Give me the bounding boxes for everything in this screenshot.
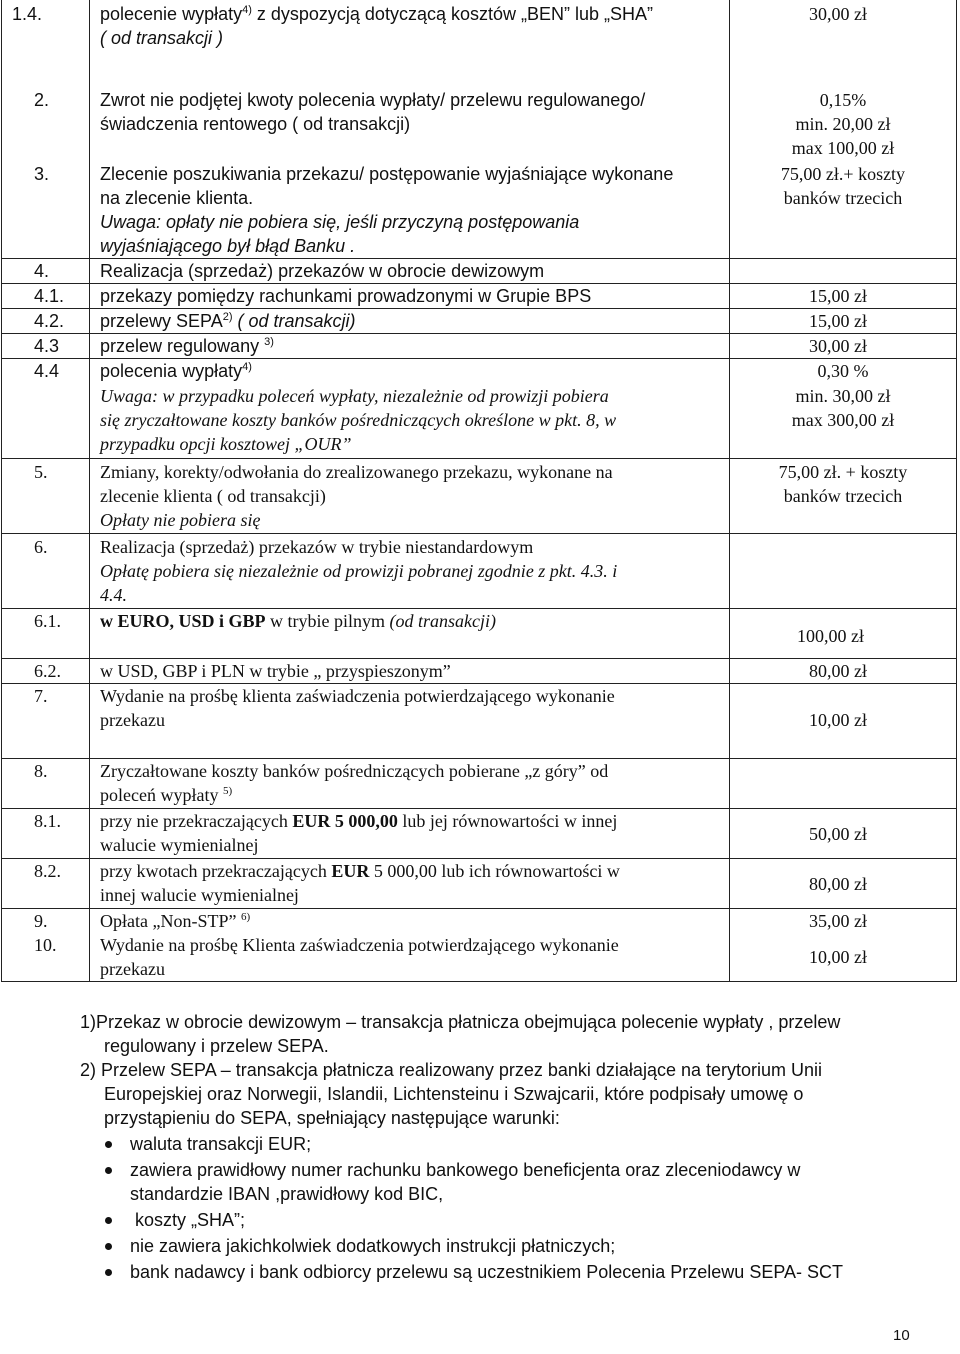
row-description: polecenia wypłaty$^{4)}$ [100,361,252,381]
row-fee: 35,00 zł [809,911,867,931]
row-fee-cont: banków trzecich [783,188,903,208]
row-fee: 50,00 zł [809,824,867,844]
row-description: przelewy SEPA$^{2)}$ ( od transakcji) [100,311,356,331]
row-description: Wydanie na prośbę Klienta zaświadczenia potwierdzającego wykonanie [100,935,619,955]
footnote-text: 2) Przelew SEPA – transakcja płatnicza realizowany przez banki działające na terytorium Unii [80,1060,823,1080]
row-description: Realizacja (sprzedaż) przekazów w obrocie dewizowym [100,261,545,281]
footnote-text-cont: Europejskiej oraz Norwegii, Islandii, Lichtensteinu i Szwajcarii, które podpisały umowę o [104,1084,804,1104]
row-description-cont: innej walucie wymienialnej [100,885,299,905]
row-number: 6.2. [34,661,61,681]
row-fee: 80,00 zł [809,661,867,681]
row-number: 9. [34,911,48,931]
row-fee: 100,00 zł [797,626,864,646]
row-fee: 30,00 zł [809,336,867,356]
row-fee: 30,00 zł [809,4,867,24]
row-number: 4.2. [34,311,65,331]
row-fee: 75,00 zł. + koszty [778,462,908,482]
row-note-cont: wyjaśniającego był błąd Banku . [100,236,356,256]
row-description: Opłata „Non-STP” $^{6)}$ [100,911,251,931]
bullet-icon [105,1217,112,1224]
row-fee: 15,00 zł [809,286,867,306]
bullet-icon [105,1141,112,1148]
row-description-cont: przekazu [100,959,165,979]
row-number: 7. [34,686,48,706]
row-number: 4.1. [34,286,65,306]
row-number: 6. [34,537,48,557]
list-item: zawiera prawidłowy numer rachunku bankowego beneficjenta oraz zleceniodawcy w [130,1160,801,1180]
row-fee-min: min. 30,00 zł [795,386,891,406]
row-description: Zryczałtowane koszty banków pośredniczących pobierane „z góry” od [100,761,609,781]
row-description: w EURO, USD i GBP w trybie pilnym (od transakcji) [100,611,496,631]
row-fee-rate: 0,15% [819,90,867,110]
row-number: 8. [34,761,48,781]
footnote-text-cont: regulowany i przelew SEPA. [104,1036,329,1056]
bullet-icon [105,1243,112,1250]
row-description-cont: zlecenie klienta ( od transakcji) [100,486,326,506]
table-column-divider [89,0,90,982]
row-description: Zwrot nie podjętej kwoty polecenia wypłaty/ przelewu regulowanego/ [100,90,646,110]
list-item: koszty „SHA”; [130,1210,246,1230]
row-fee-min: min. 20,00 zł [795,114,891,134]
row-fee: 75,00 zł.+ koszty [780,164,906,184]
footnote-text-cont: przystąpieniu do SEPA, spełniający następujące warunki: [104,1108,560,1128]
row-number: 10. [34,935,57,955]
row-description: w USD, GBP i PLN w trybie „ przyspieszonym” [100,661,451,681]
row-note-cont: przypadku opcji kosztowej „OUR” [100,434,352,454]
row-number: 2. [34,90,50,110]
row-number: 4.4 [34,361,60,381]
row-description-cont: świadczenia rentowego ( od transakcji) [100,114,411,134]
row-fee-max: max 300,00 zł [791,410,895,430]
row-fee-max: max 100,00 zł [791,138,895,158]
row-number: 4. [34,261,50,281]
row-description-cont: walucie wymienialnej [100,835,259,855]
bullet-icon [105,1269,112,1276]
row-description-cont: ( od transakcji ) [100,28,224,48]
row-number: 4.3 [34,336,60,356]
row-note: Opłatę pobiera się niezależnie od prowizji pobranej zgodnie z pkt. 4.3. i [100,561,618,581]
list-item: nie zawiera jakichkolwiek dodatkowych instrukcji płatniczych; [130,1236,616,1256]
row-number: 3. [34,164,50,184]
row-number: 5. [34,462,48,482]
row-note: Uwaga: w przypadku poleceń wypłaty, niezależnie od prowizji pobiera [100,386,609,406]
bullet-icon [105,1167,112,1174]
row-description-cont: poleceń wypłaty $^{5)}$ [100,785,233,805]
row-note: Opłaty nie pobiera się [100,510,261,530]
row-description: polecenie wypłaty$^{4)}$ z dyspozycją dotyczącą kosztów „BEN” lub „SHA” [100,4,654,24]
row-description: przy nie przekraczających EUR 5 000,00 lub jej równowartości w innej [100,811,618,831]
row-description: Wydanie na prośbę klienta zaświadczenia potwierdzającego wykonanie [100,686,615,706]
row-number: 6.1. [34,611,61,631]
row-note: Uwaga: opłaty nie pobiera się, jeśli przyczyną postępowania [100,212,580,232]
table-row-divider [1,533,957,534]
row-note-cont: się zryczałtowane koszty banków pośredniczących określone w pkt. 8, w [100,410,617,430]
row-description: przekazy pomiędzy rachunkami prowadzonymi w Grupie BPS [100,286,592,306]
row-description: Zlecenie poszukiwania przekazu/ postępowanie wyjaśniające wykonane [100,164,674,184]
page-number: 10 [893,1327,910,1344]
row-fee-cont: banków trzecich [783,486,903,506]
row-description-cont: przekazu [100,710,165,730]
row-number: 8.2. [34,861,61,881]
row-fee: 10,00 zł [809,710,867,730]
footnote-text: 1)Przekaz w obrocie dewizowym – transakcja płatnicza obejmująca polecenie wypłaty , przelew [80,1012,841,1032]
list-item: waluta transakcji EUR; [130,1134,312,1154]
row-description: przy kwotach przekraczających EUR 5 000,00 lub ich równowartości w [100,861,620,881]
row-note-cont: 4.4. [100,585,127,605]
row-fee: 10,00 zł [809,947,867,967]
list-item-cont: standardzie IBAN ,prawidłowy kod BIC, [130,1184,444,1204]
row-description-cont: na zlecenie klienta. [100,188,254,208]
row-description: Realizacja (sprzedaż) przekazów w trybie niestandardowym [100,537,534,557]
row-fee: 15,00 zł [809,311,867,331]
table-row-divider [1,458,957,459]
row-number: 8.1. [34,811,61,831]
list-item: bank nadawcy i bank odbiorcy przelewu są uczestnikiem Polecenia Przelewu SEPA- SCT [130,1262,844,1282]
row-description: przelew regulowany $^{3)}$ [100,336,274,356]
row-number: 1.4. [12,4,43,24]
row-description: Zmiany, korekty/odwołania do zrealizowanego przekazu, wykonane na [100,462,613,482]
row-fee-rate: 0,30 % [817,361,869,381]
row-fee: 80,00 zł [809,874,867,894]
